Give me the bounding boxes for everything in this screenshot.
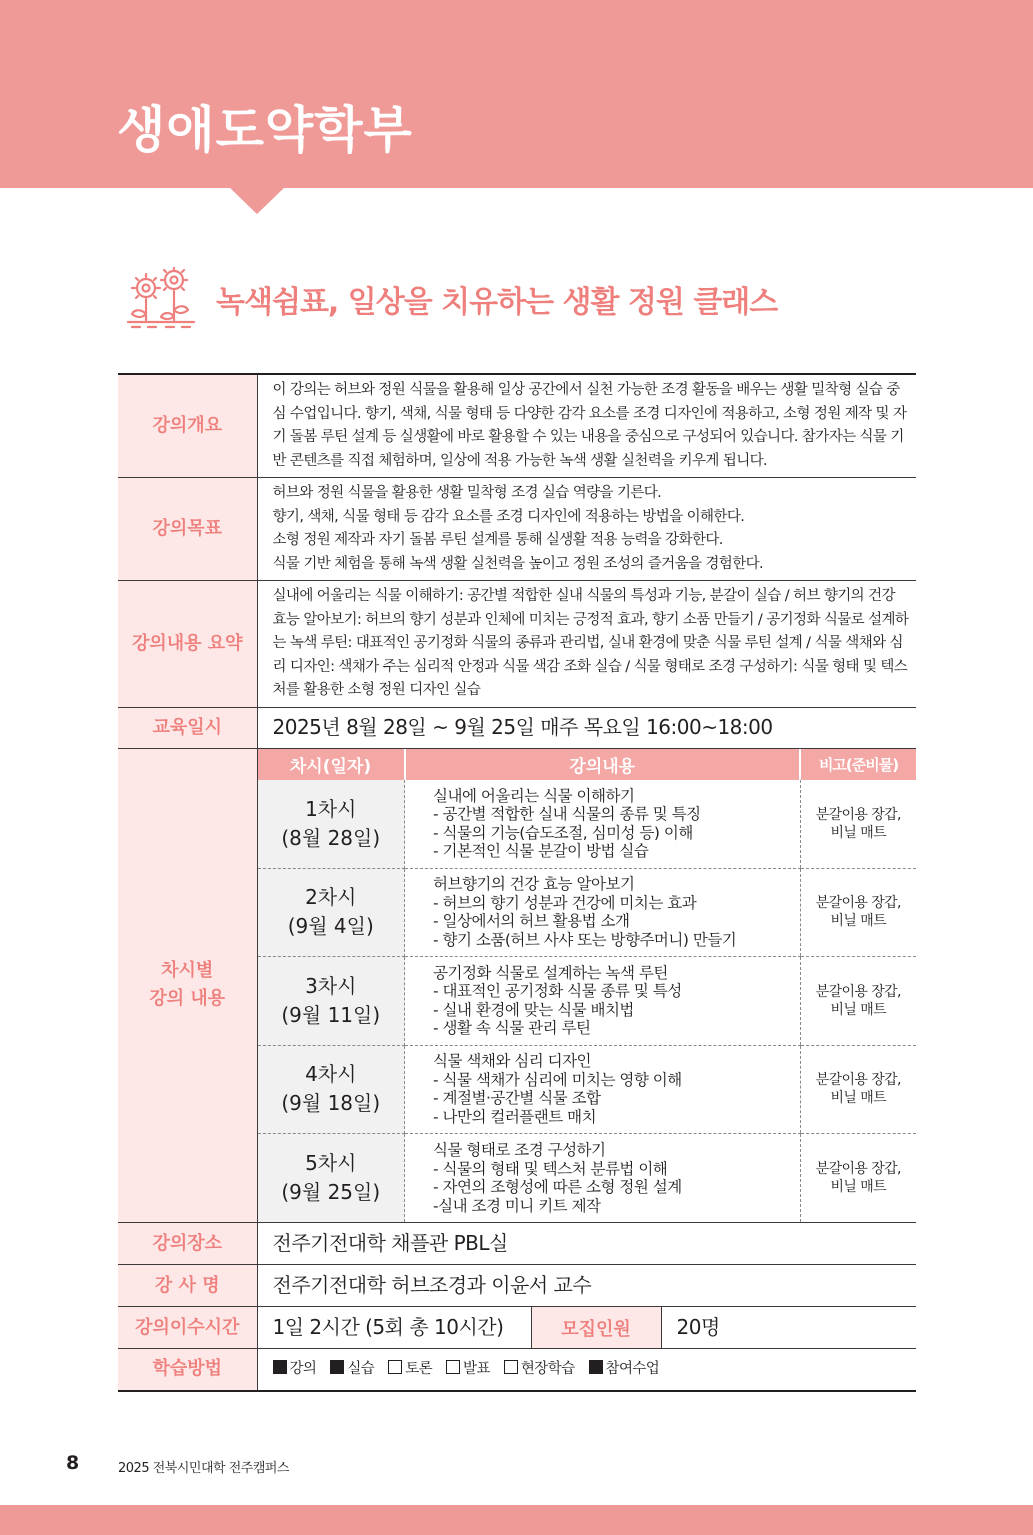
summary-text: 실내에 어울리는 식물 이해하기: 공간별 적합한 실내 식물의 특성과 기능, 분갈이 실습 / 허브 향기의 건강 효능 알아보기: 허브의 향기 성분과 인체에 미치는 긍정적 효과, 향기 소품 만들기 / 공기정화 식물로 설계하는 녹색 루틴: 대표적인 공기정화 식물의 종류과 관리법, 실내 환경에 맞춘 식물 루틴 설계 / 식물 색채와 심리 디자인: 색채가 주는 심리적 안정과 식물 색감 조화 실습 / 식물 형태로 조경 구성하기: 식물 형태 및 텍스처를 활용한 소형 정원 디자인 실습	[257, 581, 916, 708]
session-item: - 향기 소품(허브 사샤 또는 방향주머니) 만들기	[433, 930, 737, 949]
instructor-label: 강 사 명	[118, 1265, 257, 1307]
session-note-line: 비닐 매트	[830, 824, 887, 841]
session-item: -실내 조경 미니 키트 제작	[433, 1196, 601, 1215]
method-label: 학습방법	[118, 1349, 257, 1391]
session-date: (8월 28일)	[281, 825, 381, 850]
instructor-row	[118, 1265, 916, 1307]
session-content	[405, 868, 801, 957]
goals-list	[257, 478, 916, 581]
overview-row	[118, 374, 916, 478]
method-option-label: 강의	[289, 1360, 317, 1377]
schedule-row	[118, 707, 916, 748]
session-number: 3차시	[305, 973, 357, 998]
session-item: - 식물의 기능(습도조절, 심미성 등) 이해	[433, 823, 693, 842]
method-option-label: 실습	[347, 1360, 375, 1377]
session-row	[258, 780, 917, 869]
sessions-label	[118, 748, 257, 1223]
session-no	[258, 780, 405, 869]
session-row	[258, 868, 917, 957]
page-number: 8	[66, 1452, 80, 1474]
hours-value: 1일 2시간 (5회 총 10시간)	[257, 1307, 531, 1349]
summary-row	[118, 581, 916, 708]
session-item: - 기본적인 식물 분갈이 방법 실습	[433, 842, 649, 860]
venue-value: 전주기전대학 채플관 PBL실	[257, 1223, 916, 1265]
venue-row	[118, 1223, 916, 1265]
goal-item: 식물 기반 체험을 통해 녹색 생활 실천력을 높이고 정원 조성의 즐거움을 경험한다.	[272, 555, 764, 572]
sessions-label-line: 차시별	[161, 960, 214, 982]
session-note	[800, 868, 916, 957]
method-option-label: 토론	[405, 1360, 433, 1377]
method-option-label: 발표	[463, 1360, 490, 1377]
session-row	[258, 957, 917, 1046]
method-row	[118, 1349, 916, 1391]
session-content-header: 강의내용	[405, 749, 801, 780]
session-title: 허브향기의 건강 효능 알아보기	[433, 875, 635, 894]
session-note-line: 비닐 매트	[830, 1179, 887, 1195]
method-option-label: 현장학습	[520, 1360, 575, 1377]
session-no	[258, 1134, 405, 1223]
course-heading	[122, 266, 777, 332]
method-option	[388, 1361, 432, 1377]
session-title: 식물 형태로 조경 구성하기	[433, 1141, 606, 1159]
sessions-row	[118, 748, 916, 1223]
session-note	[800, 957, 916, 1046]
method-options	[257, 1349, 916, 1391]
session-no	[258, 1045, 405, 1134]
session-item: - 나만의 컬러플랜트 매치	[433, 1107, 597, 1126]
footer-band	[0, 1505, 1033, 1535]
overview-text: 이 강의는 허브와 정원 식물을 활용해 일상 공간에서 실천 가능한 조경 활동을 배우는 생활 밀착형 실습 중심 수업입니다. 향기, 색채, 식물 형태 등 다양한 감각 요소를 조경 디자인에 적용하고, 소형 정원 제작 및 자기 돌봄 루틴 설계 등 실생활에 바로 활용할 수 있는 내용을 중심으로 구성되어 있습니다. 참가자는 식물 기반 콘텐츠를 직접 체험하며, 일상에 적용 가능한 녹색 생활 실천력을 키우게 됩니다.	[257, 374, 916, 478]
session-item: - 식물 색채가 심리에 미치는 영향 이해	[433, 1070, 682, 1089]
session-row	[258, 1045, 917, 1134]
method-option	[504, 1361, 575, 1377]
session-item: - 식물의 형태 및 텍스처 분류법 이해	[433, 1159, 668, 1178]
schedule-label: 교육일시	[118, 707, 257, 748]
goal-item: 허브와 정원 식물을 활용한 생활 밀착형 조경 실습 역량을 기른다.	[272, 485, 662, 501]
session-title: 공기정화 식물로 설계하는 녹색 루틴	[433, 963, 668, 982]
checkbox-empty-icon	[504, 1360, 518, 1374]
checkbox-filled-icon	[330, 1360, 344, 1374]
summary-label: 강의내용 요약	[118, 581, 257, 708]
header-pointer	[229, 187, 285, 214]
capacity-value: 20명	[661, 1307, 916, 1349]
overview-label: 강의개요	[118, 374, 257, 478]
session-note	[800, 780, 916, 869]
method-option	[273, 1361, 317, 1377]
session-note-line: 분갈이용 장갑,	[815, 1161, 901, 1177]
footer-text: 2025 전북시민대학 전주캠퍼스	[118, 1461, 289, 1476]
schedule-value: 2025년 8월 28일 ~ 9월 25일 매주 목요일 16:00~18:00	[257, 707, 916, 748]
checkbox-empty-icon	[446, 1360, 460, 1374]
method-option-label: 참여수업	[605, 1360, 660, 1377]
flower-icon	[122, 266, 200, 332]
goal-item: 향기, 색채, 식물 형태 등 감각 요소를 조경 디자인에 적용하는 방법을 이해한다.	[272, 508, 745, 525]
session-no	[258, 957, 405, 1046]
session-note-line: 비닐 매트	[830, 1001, 887, 1018]
session-item: - 실내 환경에 맞는 식물 배치법	[433, 1000, 634, 1019]
session-note	[800, 1134, 916, 1223]
session-number: 5차시	[305, 1151, 357, 1175]
session-content	[405, 1045, 801, 1134]
session-note-line: 비닐 매트	[830, 1090, 887, 1107]
session-title: 실내에 어울리는 식물 이해하기	[433, 786, 635, 805]
session-note-line: 비닐 매트	[830, 913, 887, 930]
session-no	[258, 868, 405, 957]
session-no-header: 차시(일자)	[258, 749, 405, 780]
course-title: 녹색쉼표, 일상을 치유하는 생활 정원 클래스	[216, 285, 778, 320]
sessions-cell	[257, 748, 916, 1223]
sessions-header-row	[258, 749, 917, 780]
session-item: - 계절별·공간별 식물 조합	[433, 1089, 601, 1108]
session-number: 2차시	[305, 885, 357, 910]
session-content	[405, 957, 801, 1046]
session-item: - 대표적인 공기정화 식물 종류 및 특성	[433, 982, 682, 1001]
session-title: 식물 색채와 심리 디자인	[433, 1052, 592, 1071]
session-item: - 생활 속 식물 관리 루틴	[433, 1019, 591, 1038]
goal-item: 소형 정원 제작과 자기 돌봄 루틴 설계를 통해 실생활 적용 능력을 강화한다.	[272, 532, 723, 548]
checkbox-filled-icon	[589, 1360, 603, 1374]
method-option	[446, 1361, 490, 1377]
session-number: 4차시	[305, 1062, 357, 1087]
session-item: - 자연의 조형성에 따른 소형 정원 설계	[433, 1178, 682, 1196]
session-note-line: 분갈이용 장갑,	[815, 895, 901, 912]
session-date: (9월 25일)	[281, 1180, 381, 1204]
session-content	[405, 1134, 801, 1223]
session-date: (9월 11일)	[281, 1002, 381, 1027]
course-info-table	[118, 373, 916, 1392]
checkbox-filled-icon	[273, 1360, 287, 1374]
page-title: 생애도약학부	[117, 101, 413, 159]
session-item: - 공간별 적합한 실내 식물의 종류 및 특징	[433, 805, 701, 823]
session-item: - 허브의 향기 성분과 건강에 미치는 효과	[433, 893, 697, 912]
sessions-label-line: 강의 내용	[149, 988, 226, 1010]
session-content	[405, 780, 801, 869]
session-note-line: 분갈이용 장갑,	[815, 806, 901, 823]
session-date: (9월 4일)	[287, 914, 374, 939]
goals-row	[118, 478, 916, 581]
session-date: (9월 18일)	[281, 1091, 381, 1116]
capacity-label: 모집인원	[531, 1307, 661, 1349]
session-note-line: 분갈이용 장갑,	[815, 1072, 901, 1089]
method-option	[330, 1361, 374, 1377]
session-note	[800, 1045, 916, 1134]
session-item: - 일상에서의 허브 활용법 소개	[433, 912, 630, 931]
session-row	[258, 1134, 917, 1223]
session-note-header: 비고(준비물)	[800, 749, 916, 780]
goals-label: 강의목표	[118, 478, 257, 581]
hours-label: 강의이수시간	[118, 1307, 257, 1349]
sessions-table	[258, 749, 917, 1223]
method-option	[589, 1361, 660, 1377]
venue-label: 강의장소	[118, 1223, 257, 1265]
hours-row	[118, 1307, 916, 1349]
session-number: 1차시	[305, 796, 357, 821]
session-note-line: 분갈이용 장갑,	[815, 983, 901, 1000]
checkbox-empty-icon	[388, 1360, 402, 1374]
instructor-value: 전주기전대학 허브조경과 이윤서 교수	[257, 1265, 916, 1307]
